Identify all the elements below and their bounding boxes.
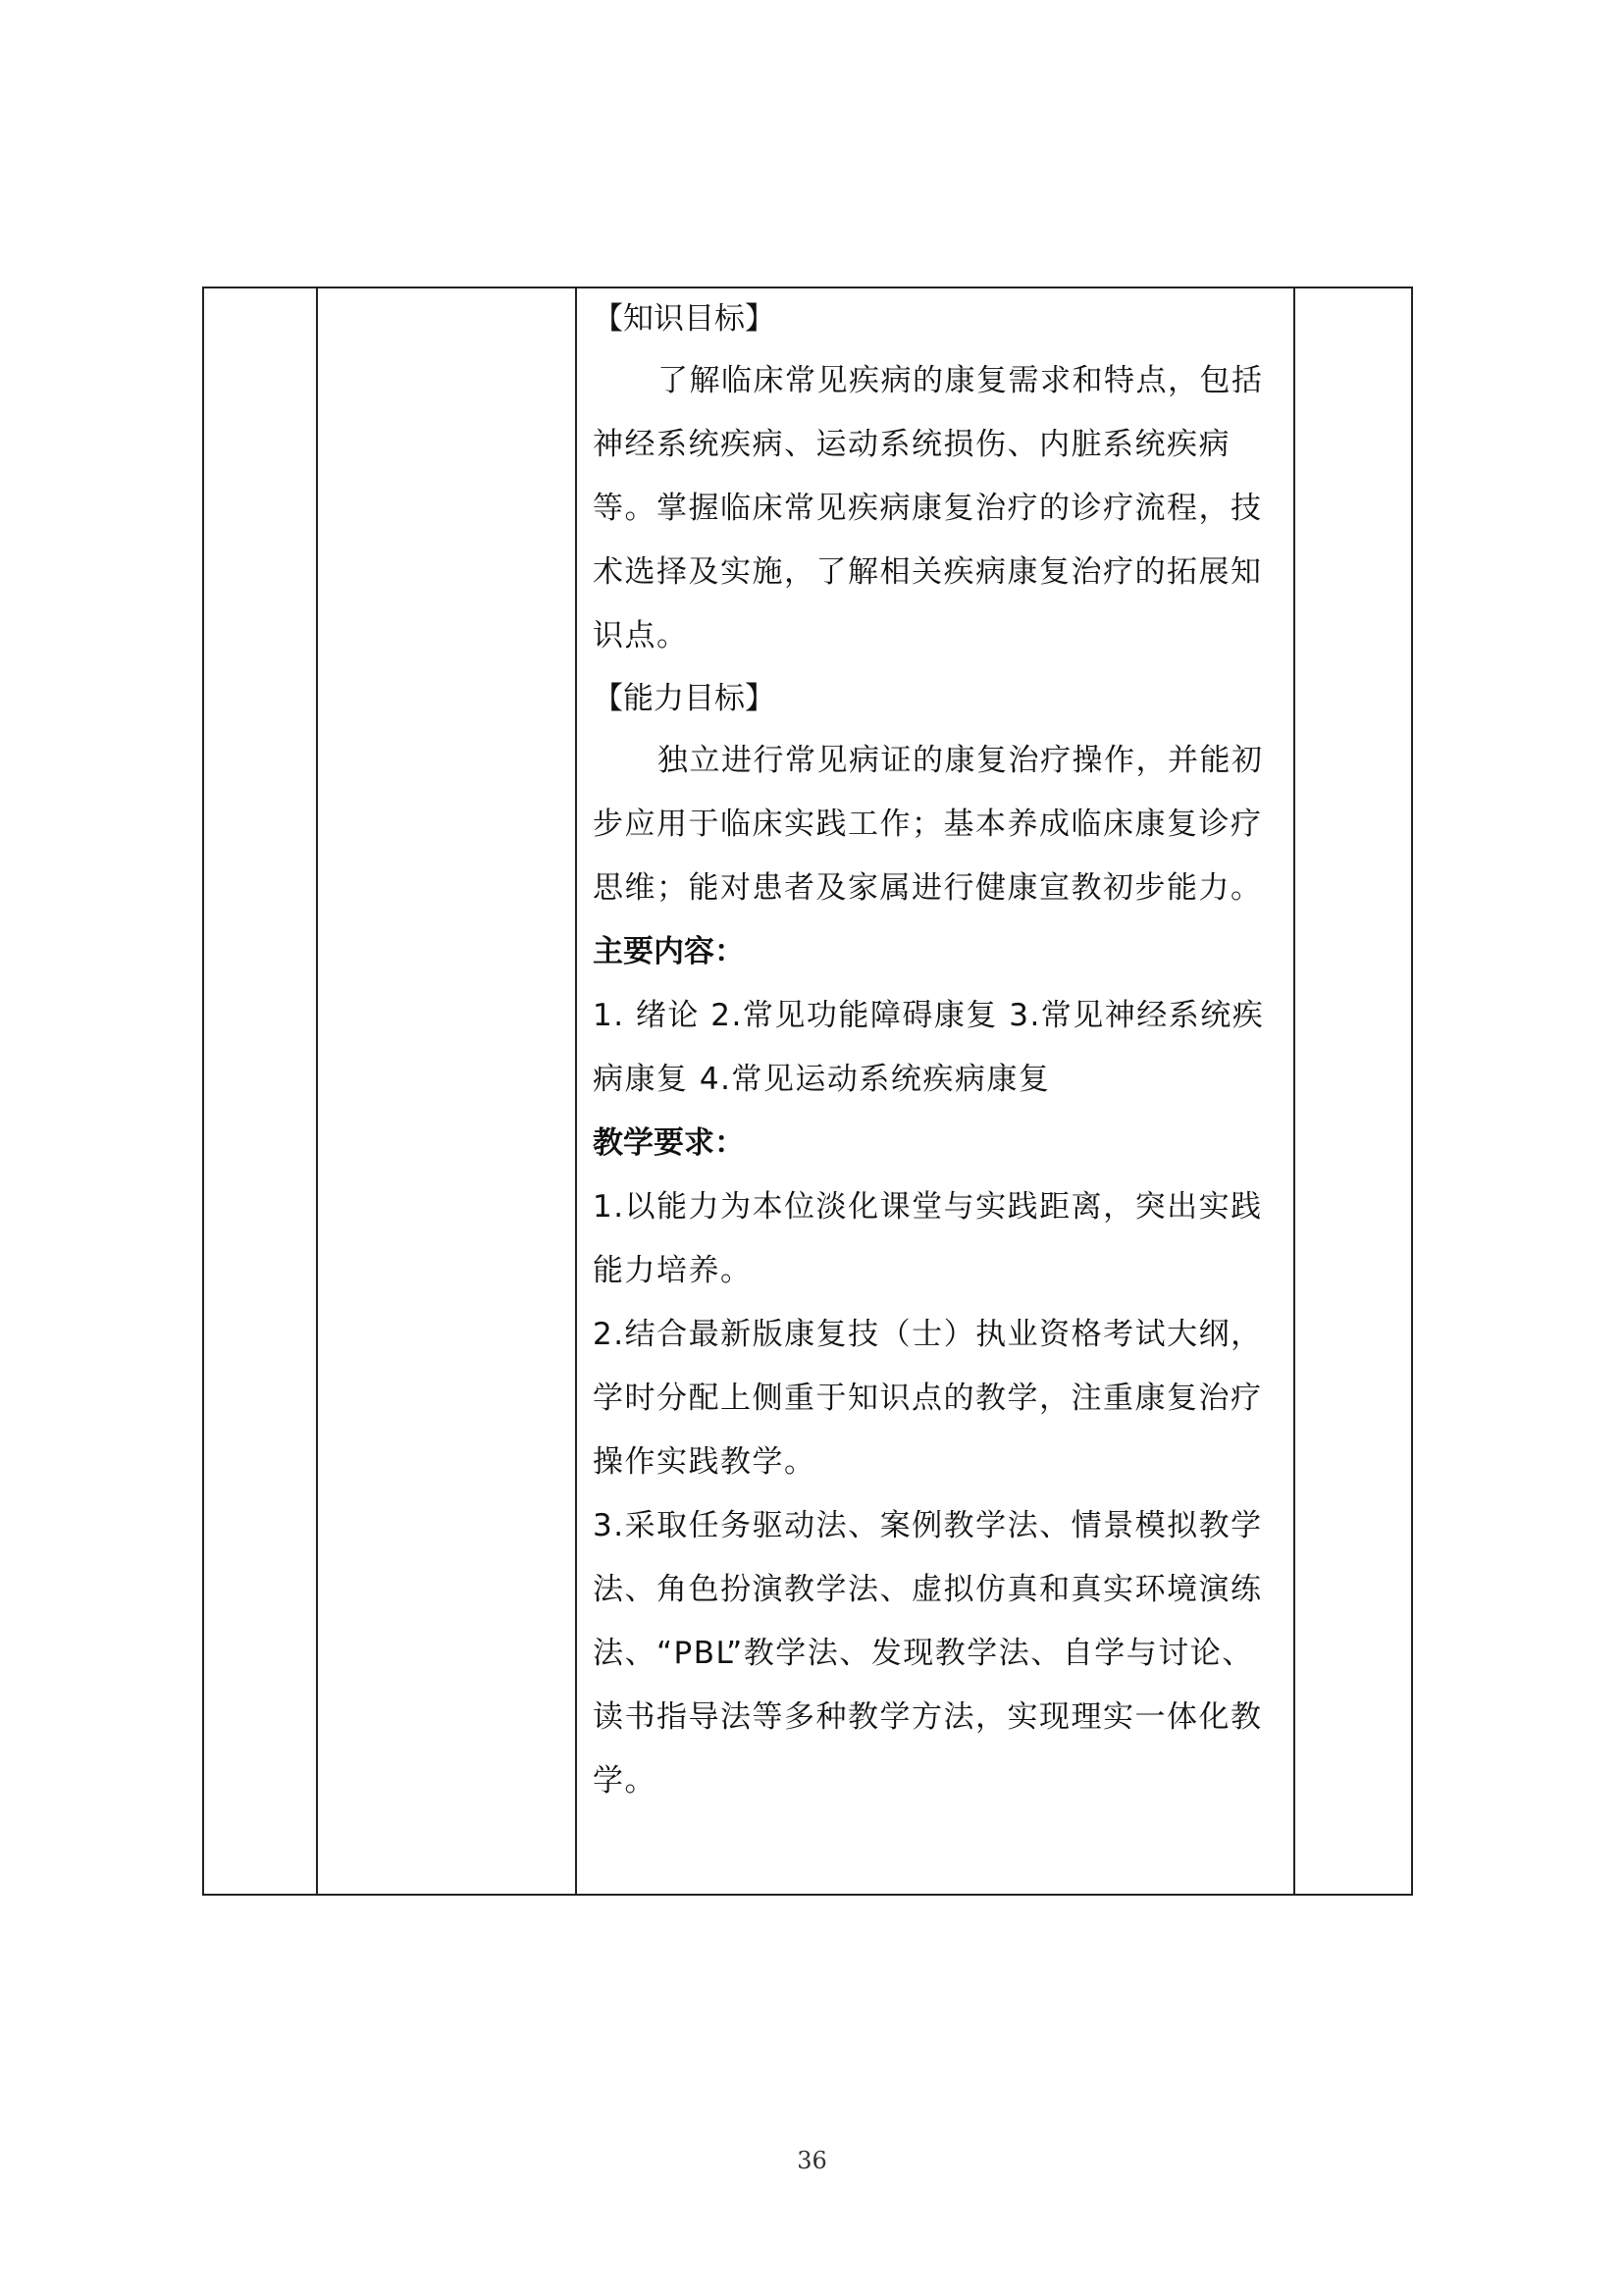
knowledge-goal-text: 了解临床常见疾病的康复需求和特点，包括神经系统疾病、运动系统损伤、内脏系统疾病等。掌握临床常见疾病康复治疗的诊疗流程，技术选择及实施，了解相关疾病康复治疗的拓展知识点。 [593,363,1264,653]
table-cell-empty-1 [203,287,317,1895]
table-row [203,287,1412,1895]
course-table [202,287,1413,1896]
main-content-heading: 主要内容： [593,934,745,969]
table-cell-empty-4 [1294,287,1412,1895]
course-objectives-cell [576,287,1294,1895]
main-content-text: 1. 绪论 2.常见功能障碍康复 3.常见神经系统疾病康复 4.常见运动系统疾病康复 [593,998,1265,1097]
ability-goal-text: 独立进行常见病证的康复治疗操作，并能初步应用于临床实践工作；基本养成临床康复诊疗思维；能对患者及家属进行健康宣教初步能力。 [593,743,1264,906]
page-number: 36 [797,2147,827,2174]
table-cell-empty-2 [317,287,576,1895]
teaching-requirement-item-2: 2.结合最新版康复技（士）执业资格考试大纲，学时分配上侧重于知识点的教学，注重康复治疗操作实践教学。 [593,1317,1263,1480]
teaching-requirements-heading: 教学要求： [593,1125,745,1161]
ability-goal-heading: 【能力目标】 [593,681,775,716]
teaching-requirement-item-3: 3.采取任务驱动法、案例教学法、情景模拟教学法、角色扮演教学法、虚拟仿真和真实环境演练法、“PBL”教学法、发现教学法、自学与讨论、读书指导法等多种教学方法，实现理实一体化教学。 [593,1508,1263,1799]
teaching-requirement-item-1: 1.以能力为本位淡化课堂与实践距离，突出实践能力培养。 [593,1189,1263,1288]
knowledge-goal-heading: 【知识目标】 [593,301,775,337]
